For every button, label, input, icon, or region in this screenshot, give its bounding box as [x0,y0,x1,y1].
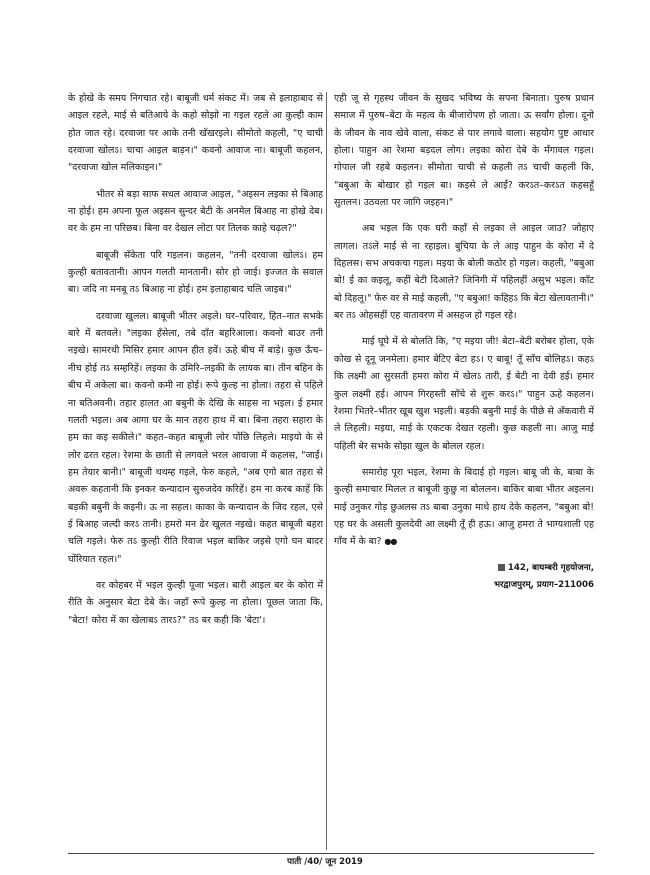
paragraph-final [334,464,594,551]
square-bullet-icon [498,564,505,571]
paragraph: एही जू से गृहस्थ जीवन के सुखद भविष्य के सपना बिनाता। पुरुष प्रधान समाज में पुरुष–बेटा के महत्व के बीजारोपण हो जाता। ऊ सर्वांग होला। दूनो के जीवन के नाव खेवे वाला, संकट से पार लगावे वाला। सहयोग पुष्ट आधार होला। पाहुन आ रेशमा बड़दल लोग। लइका कोरा देबे के मँगावल गइल। गोपाल जी रहबे कइलन। सीमोता चाची से कहली तऽ चाची कहली कि, "बबुआ के बोखार हो गइल बा। कइसे ले आईं? करऽत–करऽत कहसहूँ सुतलन। उठवला पर जागि जइहन।" [334,93,594,209]
paragraph: बाबूजी सँकेता परि गइलन। कहलन, "तनी दरवाजा खोलऽ। हम कुल्ही बतावतानी। आपन गलती मानतानी। सोर हो जाई। इज्जत के सवाल बा। जदि ना मनबू तऽ बिआह ना होई। हम इलाहाबाद चलि जाइब।" [68,249,323,296]
page-footer: पाती /40/ जून 2019 [287,857,363,867]
paragraph: माई घूघे में से बोलति कि, "ए मइया जी! बेटा–बेटी बरोबर होला, एके कोख से दूनू जनमेला। हमार बेटिए बेटा हऽ। ए बाबू! तूँ साँच बोलिहऽ। कहऽ कि लक्ष्मी आ सुरसती हमरा कोरा में खेलऽ तारी, ई बेटी ना देवी हई। हमार कुल लक्ष्मी हई। आपन गिरहस्ती साँचे से शुरू करऽ।" पाहुन ऊहे कहलन। रेशमा भितरे–भीतर खूब खुश भइली। बड़की बबुनी माई के पीछे से अँकवारी में ले लिहली। मइया, माई के एकटक देखत रहली। कुछ कहली ना। आजु माई पहिली बेर सभके सोझा खुल के बोलल रहल। [334,336,594,452]
address-line-1-text: 142, बाघम्बरी गृहयोजना, [507,562,594,573]
paragraph-final-text: समारोह पूरा भइल, रेशमा के बिदाई हो गइल। बाबू जी के, बाबा के कुल्ही समाचार मिलल त बाबूजी कुछु ना बोललन। बाकिर बाबा भीतर अइलन। माई उनुकर गोड़ छुअलस तऽ बाबा उनुका माथे हाथ देके कहलन, "बबुआ बो! एह घर के असली कुलदेवी आ लक्ष्मी तूँ ही हऊ। आजु हमरा ते भाग्यशाली एह गाँव में के बा? [334,466,594,548]
address-line-2: भरद्वाजपुरम्, प्रयाग–211006 [493,579,594,590]
footer-rule [68,853,594,854]
address-line-1 [334,560,594,577]
author-address [334,560,594,594]
paragraph: अब भइल कि एक घरी कहाँ से लइका ले आइल जाउ? जोहाए लागल। तऽले माई से ना रहाइल। बुचिया के ले आइ पाहुन के कोरा में दे दिहलस। सभ अचकचा गइल। मइया के बोली कठोर हो गइल। कहली, "बबुआ बो! ई का कइलू, कहीं बेटी दिआले? जिनिगी में पहिलहीं असुभ भइल। काँट बो दिहलू।" फेरु वर से माई कहली, "ए बबुआ! कहिहऽ कि बेटा खेलावतानी।" बर तऽ ओहसहीं एह वातावरण में असहज हो गइल रहे। [334,223,594,322]
right-column [334,90,594,850]
end-mark: ●● [384,537,397,547]
paragraph: दरवाजा खुलल। बाबूजी भीतर अइले। घर–परिवार, हित–नात सभके बारे में बतवले। "लइका हँसेला, तबे दाँत बहरिआला। कवनो बाउर तनी नइखे। सामरथी मिसिर हमार आपन हीत हवें। ऊहे बीच में बाड़े। कुछ ऊँच–नीच होई तऽ सम्हरिहें। लइका के उमिरि–लइकी के लायक बा। तीन बहिन के बीच में अकेला बा। कवनो कमी ना होई। रूपे कुल्ह ना होला। तहरा से पहिले ना बतिअवनी। तहार हालत आ बबुनी के देखि के साहस ना भइल। ई हमार गलती भइल। अब आगा घर के मान तहरा हाथ में बा। बिना तहरा सहारा के हम का कइ सकीले।" कहत–कहत बाबूजी लोर पोंछि लिहले। माइयो के से लोर ढरत रहल। रेशमा के छाती से लगवले भरल आवाजा में कहलस, "जाईं। हम तेयार बानी।" बाबूजी थथम्ह गइले, फेरु कहले, "अब एगो बात तहरा से अवरू कहतानी कि इनकर कन्यादान सुरुजदेव करिहें। हम ना करब काहें कि बड़की बबुनी के कइनी। ऊ ना सहल। काका के कन्यादान के जिद रहल, एसे ई बिआह जल्दी करऽ तानी। हमरो मन ढेर खुलत नइखे। कहत बाबूजी बहरा चलि गइले। फेरु तऽ कुल्ही रीति रिवाज भइल बाकिर जइसे एगो घन बादर घोंरियात रहल।" [68,310,323,565]
left-column [68,90,323,850]
paragraph: वर कोहबर में भइल कुल्ही पूजा भइल। बारी आइल बर के कोरा में रीति के अनुसार बेटा देबे के। जहाँ रूपे कुल्ह ना होला। पूछल जाता कि, "बेटा! कोरा में का खेलाबऽ तारऽ?" तऽ बर कही कि 'बेटा'। [68,579,323,626]
column-divider [326,92,327,850]
paragraph: के होखे के समय निगचात रहे। बाबूजी धर्म संकट में। जब से इलाहाबाद से आइल रहले, माई से बतिआये के कहो सोझो ना गइल रहले आ कुल्ही काम होत जात रहे। दरवाजा पर आके तनी खँखरइले। सीमोतो कहली, "ए चाची दरवाजा खोलऽ। चाचा आइल बाड़न।" कवनो आवाज ना। बाबूजी कहलन, "दरवाजा खोल मलिकाइन।" [68,93,323,174]
paragraph: भीतर से बड़ा साफ सधल आवाज आइल, "अइसन लइका से बिआह ना होई। हम अपना फूल अइसन सुन्दर बेटी के अनमेल बिआह ना होखे देब। वर के हम ना परिछब। बिना वर देखल लोटा पर तिलक काहे चढ़ल?" [68,188,323,235]
